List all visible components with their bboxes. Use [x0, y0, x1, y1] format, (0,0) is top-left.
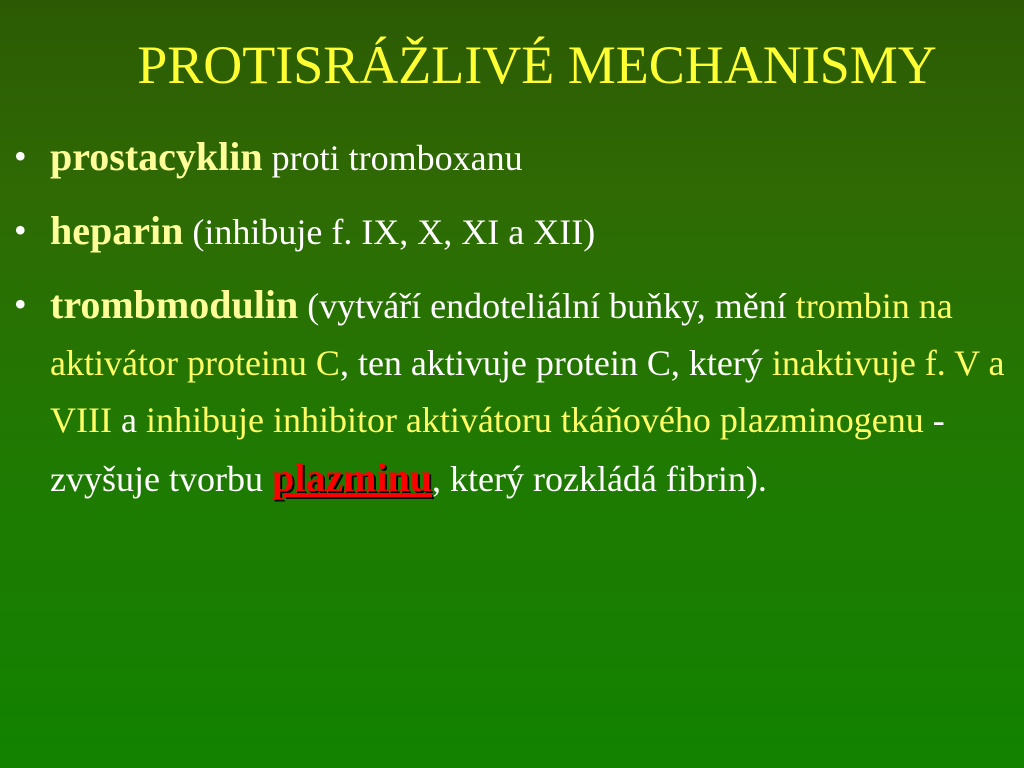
bullet-term: trombmodulin	[50, 282, 299, 327]
bullet-item-prostacyklin	[14, 128, 1019, 187]
highlighted-text-segment: inhibuje inhibitor aktivátoru tkáňového plazminogenu	[145, 400, 924, 440]
text-segment: , ten aktivuje protein C, který	[339, 343, 772, 383]
text-segment: - zvyšuje tvorbu	[50, 400, 945, 499]
text-segment: (vytváří endoteliální buňky, mění	[298, 286, 796, 326]
bullet-icon: •	[14, 210, 27, 250]
bullet-text: proti tromboxanu	[262, 138, 523, 178]
bullet-item-heparin	[14, 202, 1019, 261]
bullet-list	[14, 128, 1019, 523]
highlighted-text-segment: trombin na aktivátor proteinu C	[50, 286, 953, 383]
bullet-term: heparin	[50, 208, 184, 253]
highlighted-text-segment: inaktivuje f. V a VIII	[50, 343, 1005, 440]
bullet-text: (inhibuje f. IX, X, XI a XII)	[183, 212, 596, 252]
emphasized-term-plazminu: plazminu	[271, 455, 433, 500]
bullet-icon: •	[14, 284, 27, 324]
bullet-item-trombmodulin	[14, 276, 1019, 508]
text-segment: , který rozkládá fibrin).	[432, 459, 767, 499]
bullet-term: prostacyklin	[50, 134, 263, 179]
bullet-icon: •	[14, 136, 27, 176]
text-segment: a	[111, 400, 146, 440]
slide-title: PROTISRÁŽLIVÉ MECHANISMY	[137, 35, 937, 95]
